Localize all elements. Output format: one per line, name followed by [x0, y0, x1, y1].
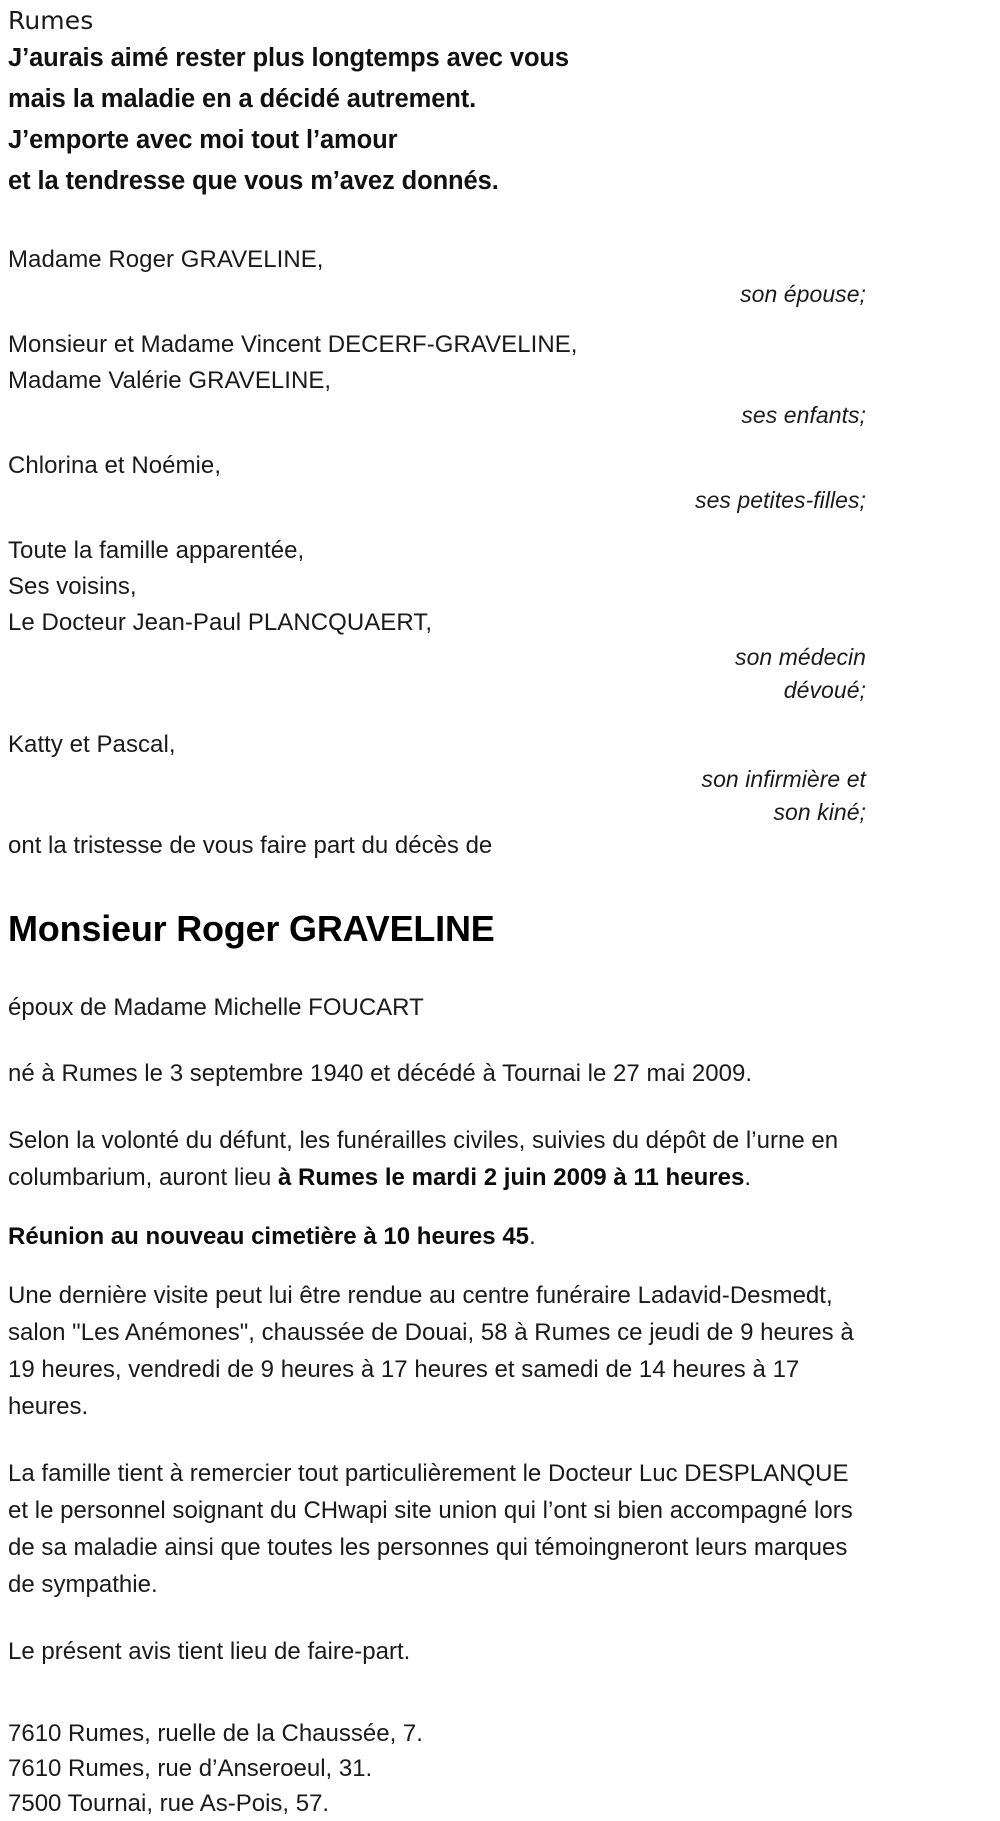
mourner-names — [8, 242, 648, 278]
spacer — [8, 311, 990, 327]
notice-in-lieu: Le présent avis tient lieu de faire-part. — [8, 1638, 411, 1665]
announcement-line: ont la tristesse de vous faire part du décès de — [8, 832, 493, 859]
mourner-names — [8, 533, 648, 641]
address-line: 7500 Tournai, rue As-Pois, 57. — [8, 1790, 330, 1817]
mourner-name: Chlorina et Noémie, — [8, 452, 222, 479]
mourner-group — [8, 242, 990, 311]
mourner-name: Toute la famille apparentée, — [8, 537, 305, 564]
mourner-name: Le Docteur Jean-Paul PLANCQUAERT, — [8, 609, 433, 636]
mourner-relation: son infirmière et — [701, 766, 866, 792]
spacer — [8, 517, 990, 533]
mourner-name: Ses voisins, — [8, 573, 137, 600]
address-list — [8, 1716, 990, 1821]
meeting-end: . — [529, 1223, 536, 1250]
thanks-paragraph: La famille tient à remercier tout particulièrement le Docteur Luc DESPLANQUE et le personnel soignant du CHwapi site union qui l’ont si bien accompagné lors de sa maladie ainsi que toutes les personnes qui témoingneront leurs marques de sympathie. — [8, 1460, 853, 1598]
mourner-relation-cont: son kiné; — [773, 799, 866, 825]
meeting-point — [8, 1218, 868, 1255]
funeral-arrangements — [8, 1122, 868, 1196]
mourner-names — [8, 327, 648, 399]
poem-line: J’aurais aimé rester plus longtemps avec vous — [8, 44, 569, 72]
mourner-relation: ses enfants; — [741, 402, 866, 428]
mourner-name: Monsieur et Madame Vincent DECERF-GRAVELINE, — [8, 331, 578, 358]
mourner-group — [8, 448, 990, 517]
visitation-details: Une dernière visite peut lui être rendue au centre funéraire Ladavid-Desmedt, salon "Les Anémones", chaussée de Douai, 58 à Rumes ce jeudi de 9 heures à 19 heures, vendredi de 9 heures à 17 heures et samedi de 14 heures à 17 heures. — [8, 1282, 854, 1420]
spacer — [8, 707, 990, 727]
mourner-group — [8, 727, 990, 829]
poem-line: J’emporte avec moi tout l’amour — [8, 126, 398, 154]
mourner-relation: son médecin — [735, 644, 866, 670]
mourner-name: Katty et Pascal, — [8, 731, 176, 758]
funeral-intro-text: Selon la volonté du défunt, les funérailles civiles, suivies du dépôt de l’urne en columbarium, auront lieu — [8, 1127, 839, 1191]
spacer — [8, 432, 990, 448]
mourner-relation-cont: dévoué; — [783, 677, 866, 703]
deceased-name: Monsieur Roger GRAVELINE — [8, 908, 495, 949]
birth-death-details: né à Rumes le 3 septembre 1940 et décédé à Tournai le 27 mai 2009. — [8, 1060, 753, 1087]
mourner-group — [8, 327, 990, 432]
mourner-relation: ses petites-filles; — [695, 487, 866, 513]
mourner-group — [8, 533, 990, 707]
address-line: 7610 Rumes, ruelle de la Chaussée, 7. — [8, 1720, 423, 1747]
mourner-relation: son épouse; — [740, 281, 866, 307]
mourner-name: Madame Valérie GRAVELINE, — [8, 367, 332, 394]
deceased-spouse-of: époux de Madame Michelle FOUCART — [8, 994, 424, 1021]
poem-line: mais la maladie en a décidé autrement. — [8, 85, 477, 113]
mourner-names — [8, 727, 648, 763]
locality-label: Rumes — [8, 6, 94, 35]
address-line: 7610 Rumes, rue d’Anseroeul, 31. — [8, 1755, 373, 1782]
memorial-poem — [8, 38, 990, 202]
funeral-datetime-highlight: à Rumes le mardi 2 juin 2009 à 11 heures — [277, 1164, 745, 1191]
meeting-highlight: Réunion au nouveau cimetière à 10 heures 45 — [8, 1223, 530, 1250]
mourners-list — [8, 242, 990, 829]
poem-line: et la tendresse que vous m’avez donnés. — [8, 167, 499, 195]
mourner-name: Madame Roger GRAVELINE, — [8, 246, 324, 273]
mourner-names — [8, 448, 648, 484]
funeral-intro-end: . — [744, 1164, 752, 1191]
